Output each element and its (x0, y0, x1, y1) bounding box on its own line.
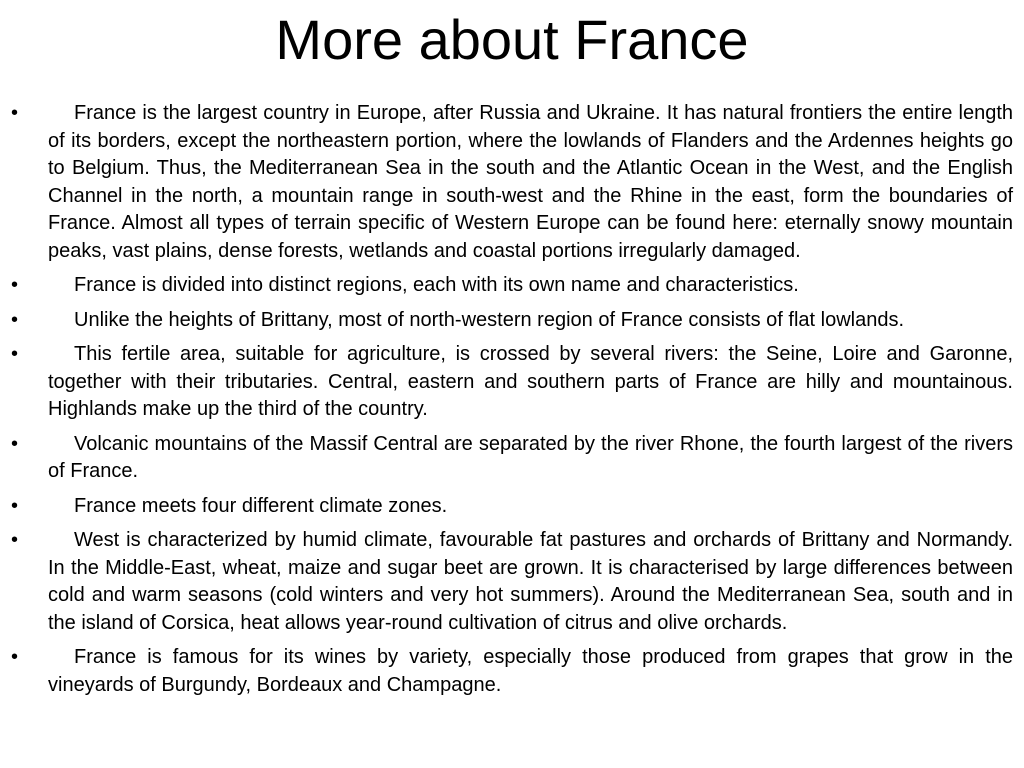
list-item (0, 100, 1024, 265)
bullet-text: Unlike the heights of Brittany, most of north-western region of France consists of flat lowlands. (74, 308, 905, 331)
list-item (0, 644, 1024, 699)
bullet-text: France is famous for its wines by variety, especially those produced from grapes that grow in the vineyards of Burgundy, Bordeaux and Champagne. (48, 646, 1013, 696)
bullet-list (0, 100, 1024, 706)
bullet-icon: • (11, 432, 19, 455)
list-item (0, 493, 1024, 521)
bullet-icon: • (11, 646, 19, 668)
bullet-text: Volcanic mountains of the Massif Central are separated by the river Rhone, the fourth largest of the rivers of France. (48, 432, 1013, 482)
bullet-icon: • (11, 494, 19, 517)
bullet-icon: • (11, 343, 19, 365)
list-item (0, 307, 1024, 335)
bullet-icon: • (11, 274, 19, 296)
slide-title: More about France (275, 8, 749, 71)
bullet-text: France meets four different climate zones. (74, 494, 448, 517)
bullet-icon: • (11, 308, 19, 331)
list-item (0, 341, 1024, 424)
bullet-text: This fertile area, suitable for agriculture, is crossed by several rivers: the Seine, Loire and Garonne, together with their tributaries. Central, eastern and southern parts of France are hilly and mountainous. Highlands make up the third of the country. (48, 343, 1013, 420)
bullet-icon: • (11, 529, 19, 551)
bullet-text: France is divided into distinct regions, each with its own name and characteristics. (74, 274, 799, 296)
list-item (0, 272, 1024, 300)
bullet-icon: • (11, 102, 19, 124)
list-item (0, 527, 1024, 637)
bullet-text: West is characterized by humid climate, favourable fat pastures and orchards of Brittany and Normandy. In the Middle-East, wheat, maize and sugar beet are grown. It is characterised by large differences between cold and warm seasons (cold winters and very hot summers). Around the Mediterranean Sea, south and in the island of Corsica, heat allows year-round cultivation of citrus and olive orchards. (48, 529, 1013, 634)
list-item (0, 431, 1024, 486)
bullet-text: France is the largest country in Europe, after Russia and Ukraine. It has natural frontiers the entire length of its borders, except the northeastern portion, where the lowlands of Flanders and the Ardennes heights go to Belgium. Thus, the Mediterranean Sea in the south and the Atlantic Ocean in the West, and the English Channel in the north, a mountain range in south-west and the Rhine in the east, form the boundaries of France. Almost all types of terrain specific of Western Europe can be found here: eternally snowy mountain peaks, vast plains, dense forests, wetlands and coastal portions irregularly damaged. (48, 102, 1013, 262)
